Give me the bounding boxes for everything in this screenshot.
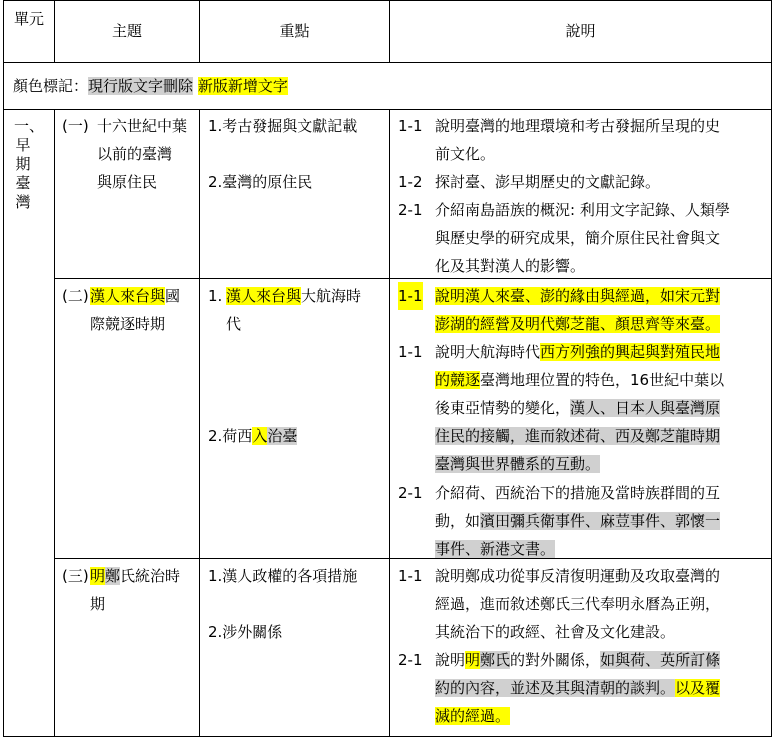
topic-3-text: 氏統治時	[120, 567, 181, 585]
topic-1-line: 與原住民	[97, 173, 158, 191]
topic-1	[62, 112, 198, 196]
topic-3	[62, 562, 198, 618]
point-deleted: 治臺	[267, 427, 298, 445]
desc-added: 西方列強的興起與對殖民地	[540, 343, 721, 361]
point-text: 大航海時	[301, 287, 362, 305]
topic-2-added: 漢人來台與	[90, 287, 166, 305]
point-added: 漢人來台與	[226, 287, 302, 305]
desc-line: 前文化。	[435, 145, 496, 163]
point-item: 2.臺灣的原住民	[208, 173, 313, 191]
desc-added: 的競逐	[435, 371, 481, 389]
topic-2-prefix: (二)	[62, 287, 89, 305]
desc-text: 說明大航海時代	[435, 343, 541, 361]
desc-deleted: 鄭氏	[480, 651, 511, 669]
desc-added: 明	[465, 651, 481, 669]
descriptions-2	[398, 282, 770, 563]
descriptions-3	[398, 562, 770, 730]
topic-2	[62, 282, 198, 338]
desc-number: 1-1	[398, 117, 423, 135]
desc-line: 探討臺、澎早期歷史的文獻記錄。	[435, 173, 661, 191]
desc-number: 1-1	[398, 343, 423, 361]
desc-text: 動，如	[435, 512, 481, 530]
desc-deleted: 如與荷、英所訂條	[600, 651, 721, 669]
desc-line: 說明臺灣的地理環境和考古發掘所呈現的史	[435, 117, 721, 135]
border-top	[3, 0, 772, 1]
points-2	[208, 282, 388, 450]
divider-legend	[3, 109, 772, 110]
desc-number: 2-1	[398, 651, 423, 669]
topic-3-line: 期	[90, 595, 106, 613]
topic-3-deleted: 鄭	[105, 567, 121, 585]
desc-line: 化及其對漢人的影響。	[435, 257, 586, 275]
point-text: 2.荷西	[208, 427, 253, 445]
points-1	[208, 112, 388, 196]
desc-text: 介紹荷、西統治下的措施及當時族群間的互	[435, 484, 721, 502]
desc-added: 澎湖的經營及明代鄭芝龍、顏思齊等來臺。	[435, 315, 721, 333]
legend-added: 新版新增文字	[197, 77, 288, 95]
desc-number: 2-1	[398, 201, 423, 219]
topic-3-added: 明	[90, 567, 106, 585]
desc-line: 說明鄭成功從事反清復明運動及攻取臺灣的	[435, 567, 721, 585]
desc-line: 與歷史學的研究成果，簡介原住民社會與文	[435, 229, 721, 247]
legend-label: 顏色標記：	[13, 77, 89, 95]
header-unit: 單元	[14, 10, 45, 28]
topic-2-text: 國	[165, 287, 181, 305]
desc-line: 介紹南島語族的概況: 利用文字記錄、人類學	[435, 201, 730, 219]
color-legend	[13, 72, 288, 100]
desc-added: 說明漢人來臺、澎的緣由與經過，如宋元對	[435, 287, 721, 305]
header-key-point: 重點	[279, 22, 310, 40]
descriptions-1	[398, 112, 770, 280]
topic-1-line: 十六世紀中葉	[97, 117, 188, 135]
desc-text: 的對外關係，	[510, 651, 601, 669]
point-added: 入	[252, 427, 268, 445]
desc-added: 以及覆	[675, 679, 721, 697]
header-description: 說明	[565, 22, 596, 40]
divider-point-desc	[389, 109, 390, 737]
desc-number: 1-1	[398, 282, 423, 310]
points-3	[208, 562, 388, 646]
desc-text: 說明	[435, 651, 466, 669]
legend-deleted: 現行版文字刪除	[88, 77, 194, 95]
desc-line: 經過，進而敘述鄭氏三代奉明永曆為正朔，	[435, 595, 721, 613]
point-item: 1.考古發掘與文獻記載	[208, 117, 358, 135]
desc-text: 後東亞情勢的變化，	[435, 399, 571, 417]
divider-topic-point	[199, 109, 200, 737]
desc-number: 1-2	[398, 173, 423, 191]
topic-2-line: 際競逐時期	[90, 315, 166, 333]
desc-deleted: 臺灣與世界體系的互動。	[435, 455, 601, 473]
desc-deleted: 濱田彌兵衛事件、麻荳事件、郭懷一	[480, 512, 721, 530]
desc-text: 臺灣地理位置的特色，16世紀中葉以	[480, 371, 725, 389]
point-item: 1.漢人政權的各項措施	[208, 567, 358, 585]
topic-3-prefix: (三)	[62, 567, 89, 585]
desc-deleted: 事件、新港文書。	[435, 540, 556, 558]
desc-number: 2-1	[398, 484, 423, 502]
divider-header	[3, 62, 772, 63]
unit-title: 一、早期臺灣	[14, 117, 45, 211]
topic-1-line: 以前的臺灣	[97, 145, 173, 163]
topic-1-prefix: (一)	[62, 117, 89, 135]
desc-deleted: 漢人、日本人與臺灣原	[570, 399, 721, 417]
point-text: 代	[226, 315, 242, 333]
point-number: 1.	[208, 287, 223, 305]
border-left	[3, 0, 4, 737]
border-right	[771, 0, 772, 737]
desc-line: 其統治下的政經、社會及文化建設。	[435, 623, 676, 641]
desc-number: 1-1	[398, 567, 423, 585]
desc-deleted: 住民的接觸，進而敘述荷、西及鄭芝龍時期	[435, 427, 721, 445]
header-topic: 主題	[111, 22, 142, 40]
point-item: 2.涉外關係	[208, 623, 283, 641]
divider-unit-topic	[54, 109, 55, 737]
desc-deleted: 約的內容，並述及其與清朝的談判。	[435, 679, 676, 697]
desc-added: 滅的經過。	[435, 707, 511, 725]
